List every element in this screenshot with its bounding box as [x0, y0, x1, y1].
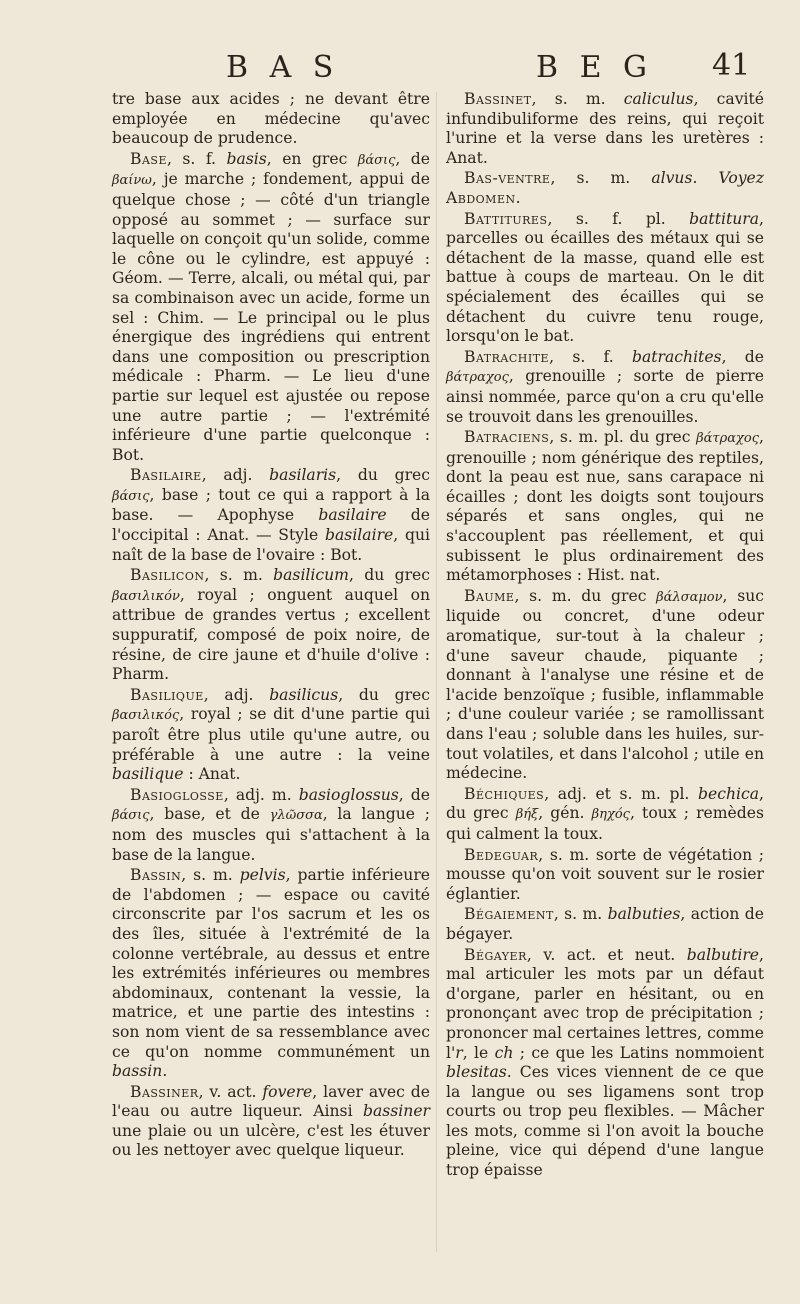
entry-text: , toux ; remèdes qui calment la toux.: [446, 804, 764, 843]
entry-text: .: [692, 169, 719, 188]
italic-term: ch: [494, 1043, 514, 1062]
entry-text: , le: [462, 1043, 495, 1062]
entry-text: , grenouille ; sorte de pierre ainsi nommée, parce qu'on a cru qu'elle se trouvoit dans les grenouilles.: [446, 367, 764, 426]
entry-text: , s. m.: [550, 169, 652, 188]
greek-word: βηχός: [591, 807, 630, 823]
entry-text: , parcelles ou écailles des métaux qui se détachent de la masse, quand elle est battue à coups de marteau. On le dit spécialement des écailles qui se détachent du cuivre tenu rouge, lorsqu'on le bat.: [446, 209, 764, 346]
italic-term: basilicus: [269, 685, 339, 704]
dictionary-entry: [446, 785, 764, 845]
dictionary-entry: [112, 150, 430, 466]
entry-headword: Bassinet: [464, 90, 532, 108]
entry-text: , adj. m.: [223, 785, 299, 804]
dictionary-entry: [446, 587, 764, 784]
italic-term: basilique: [112, 765, 184, 784]
entry-text: , s. m. sorte de végétation ; mousse qu'on voit souvent sur le rosier églantier.: [446, 845, 764, 903]
entry-text: , en grec: [266, 149, 358, 168]
dictionary-entry: [446, 428, 764, 586]
italic-term: basilaris: [269, 466, 337, 485]
entry-text: , du grec: [336, 466, 430, 485]
dictionary-entry: [446, 905, 764, 944]
entry-text: , du grec: [348, 566, 431, 585]
entry-text: , royal ; se dit d'une partie qui paroît être plus utile qu'une autre, ou préférable à une autre : la veine: [112, 705, 430, 764]
italic-term: bechica: [698, 784, 760, 803]
entry-text: , royal ; onguent auquel on attribue de grandes vertus ; excellent suppuratif, composé de poix noire, de résine, de cire jaune et d'huile d'olive : Pharm.: [112, 585, 430, 684]
right-column: [446, 90, 764, 1182]
dictionary-entry: [112, 1083, 430, 1161]
entry-text: , v. act. et neut.: [526, 945, 687, 964]
entry-text: , s. m.: [204, 566, 274, 585]
dictionary-entry: [446, 348, 764, 427]
entry-text: , grenouille ; nom générique des reptiles, dont la peau est nue, sans carapace ni écailles ; dont les doigts sont toujours séparés et sans ongles, qui ne s'accouplent pas réellement, et qui subissent le plus ordinairement des métamorphoses : Hist. nat.: [446, 428, 764, 585]
entry-headword: Batraciens: [464, 428, 550, 447]
greek-word: βάλσαμον: [656, 589, 723, 605]
dictionary-entry: [112, 90, 430, 149]
entry-headword: Baume: [464, 586, 515, 605]
italic-term: caliculus: [623, 90, 694, 108]
entry-headword: Béchiques: [464, 784, 545, 803]
dictionary-entry: [446, 90, 764, 168]
entry-text: ; ce que les Latins nommoient: [513, 1043, 764, 1062]
entry-text: , s. f. pl.: [547, 209, 690, 228]
entry-text: , base, et de: [149, 805, 270, 824]
greek-word: βαίνω: [112, 173, 152, 189]
entry-text: , s. m.: [553, 905, 608, 924]
entry-text: , suc liquide ou concret, d'une odeur aromatique, sur-tout à la chaleur ; d'une saveur chaude, piquante ; donnant à l'analyse une résine et de l'acide benzoïque ; fusible, inflammable ; d'une couleur variée ; se ramollissant dans l'eau ; soluble dans les huiles, sur-tout volatiles, et dans l'alcohol ; utile en médecine.: [446, 586, 764, 783]
entry-text: une plaie ou un ulcère, c'est les étuver ou les nettoyer avec quelque liqueur.: [112, 1121, 430, 1160]
italic-term: r: [455, 1043, 463, 1062]
entry-headword: Basilicon: [130, 566, 205, 585]
italic-term: basis: [226, 149, 267, 168]
entry-text: , de: [398, 785, 430, 804]
running-head-left: B A S: [226, 50, 340, 85]
entry-text: , je marche ; fondement, appui de quelque chose ; — côté d'un triangle opposé au sommet ; — surface sur laquelle on conçoit qu'un solide, comme le cône ou le cylindre, est appuyé : Géom. — Terre, alcali, ou métal qui, par sa combinaison avec un acide, forme un sel : Chim. — Le principal ou le plus énergique des ingrédiens qui entrent dans une composition ou prescription médicale : Pharm. — Le lieu d'une partie sur lequel est ajustée ou repose une autre partie ; — l'extrémité inférieure d'une partie quelconque : Bot.: [112, 170, 430, 464]
entry-text: , s. m. pl. du grec: [549, 428, 697, 447]
greek-word: βάσις: [112, 488, 150, 504]
italic-term: basilicum: [273, 566, 349, 585]
italic-term: alvus: [651, 169, 693, 188]
entry-text: , action de bégayer.: [446, 905, 764, 943]
page-number: 41: [712, 48, 751, 83]
greek-word: βάτραχος: [446, 370, 509, 386]
entry-text: tre base aux acides ; ne devant être employée en médecine qu'avec beaucoup de prudence.: [112, 90, 430, 148]
entry-text: , adj. et s. m. pl.: [544, 784, 699, 803]
italic-term: battitura: [689, 209, 760, 228]
greek-word: βασιλικόν: [112, 588, 180, 604]
entry-headword: Bassin: [130, 866, 182, 885]
italic-term: basilaire: [325, 526, 394, 545]
greek-word: βάσις: [357, 152, 396, 168]
dictionary-entry: [112, 566, 430, 685]
entry-headword: Batrachite: [464, 347, 550, 366]
entry-text: , cavité infundibuliforme des reins, qui reçoit l'urine et la verse dans les uretères : Anat.: [446, 90, 764, 167]
dictionary-entry: [446, 846, 764, 905]
entry-text: . Ces vices viennent de ce que la langue ou ses ligamens sont trop courts ou trop peu flexibles. — Mâcher les mots, comme si l'on avoit la bouche pleine, vice qui dépend d'une langue trop épaisse: [446, 1063, 764, 1180]
italic-term: basilaire: [318, 506, 387, 525]
entry-text: de l'occipital : Anat. — Style: [112, 506, 430, 545]
entry-text: , gén.: [538, 804, 592, 823]
greek-word: βασιλικός: [112, 708, 180, 724]
entry-headword: Bégayer: [464, 945, 527, 964]
italic-term: pelvis: [239, 866, 286, 885]
entry-text: , s. m. du grec: [514, 586, 657, 605]
entry-text: , laver avec de l'eau ou autre liqueur. Ainsi: [112, 1082, 430, 1121]
entry-text: , adj.: [201, 466, 270, 485]
entry-text: , de: [721, 347, 764, 366]
entry-text: , de: [395, 149, 430, 168]
dictionary-entry: [446, 169, 764, 208]
entry-headword: Bassiner: [130, 1082, 199, 1101]
dictionary-entry: [112, 866, 430, 1082]
left-column: [112, 90, 430, 1162]
entry-text: , s. f.: [549, 347, 632, 366]
entry-text: , s. m.: [181, 866, 240, 885]
greek-word: βήξ: [515, 807, 539, 823]
greek-word: γλῶσσα: [269, 808, 323, 824]
entry-headword: Basioglosse: [130, 785, 224, 804]
dictionary-entry: [112, 686, 430, 785]
entry-text: , v. act.: [198, 1082, 263, 1101]
dictionary-entry: [112, 786, 430, 865]
entry-text: , base ; tout ce qui a rapport à la base. — Apophyse: [112, 485, 430, 525]
entry-text: , partie inférieure de l'abdomen ; — espace ou cavité circonscrite par l'os sacrum et les os des îles, située à l'extrémité de la colonne vertébrale, au dessus et entre les extrémités inférieures ou membres abdominaux, contenant la vessie, la matrice, et une partie des intestins : son nom vient de sa ressemblance avec ce qu'on nomme communément un: [112, 866, 430, 1061]
running-head-right: B E G: [536, 50, 653, 85]
entry-text: : Anat.: [183, 765, 241, 784]
italic-term: batrachites: [632, 347, 722, 366]
column-divider: [436, 92, 437, 1252]
entry-headword: Basilique: [130, 685, 204, 704]
italic-term: fovere: [262, 1082, 313, 1101]
entry-text: , du grec: [446, 784, 764, 823]
entry-headword: Bégaiement: [464, 905, 554, 924]
entry-headword: Bas-ventre: [464, 169, 551, 188]
entry-text: , adj.: [203, 685, 270, 704]
italic-term: basioglossus: [298, 785, 399, 804]
entry-headword: Basilaire: [130, 466, 202, 485]
italic-term: bassiner: [363, 1102, 430, 1121]
italic-term: blesitas: [446, 1063, 507, 1082]
entry-text: , mal articuler les mots par un défaut d'organe, parler en hésitant, ou en prononçant avec trop de précipitation ; prononcer mal certaines lettres, comme l': [446, 945, 764, 1062]
entry-headword: Bedeguar: [464, 845, 539, 864]
entry-text: .: [162, 1062, 168, 1081]
entry-text: , du grec: [338, 685, 430, 704]
entry-headword: Abdomen: [446, 188, 516, 207]
dictionary-entry: [446, 210, 764, 347]
italic-term: Voyez: [718, 169, 764, 188]
greek-word: βάσις: [112, 808, 150, 824]
entry-headword: Base: [130, 149, 167, 168]
entry-text: , qui naît de la base de l'ovaire : Bot.: [112, 526, 430, 564]
dictionary-entry: [112, 466, 430, 565]
entry-text: , la langue ; nom des muscles qui s'attachent à la base de la langue.: [112, 805, 430, 864]
italic-term: bassin: [112, 1062, 163, 1081]
dictionary-entry: [446, 946, 764, 1181]
entry-headword: Battitures: [464, 209, 548, 228]
entry-text: , s. m.: [531, 90, 624, 108]
greek-word: βάτραχος: [696, 431, 760, 447]
entry-text: , s. f.: [166, 149, 227, 168]
italic-term: balbuties: [607, 905, 681, 924]
entry-text: .: [515, 188, 521, 207]
italic-term: balbutire: [686, 945, 760, 964]
